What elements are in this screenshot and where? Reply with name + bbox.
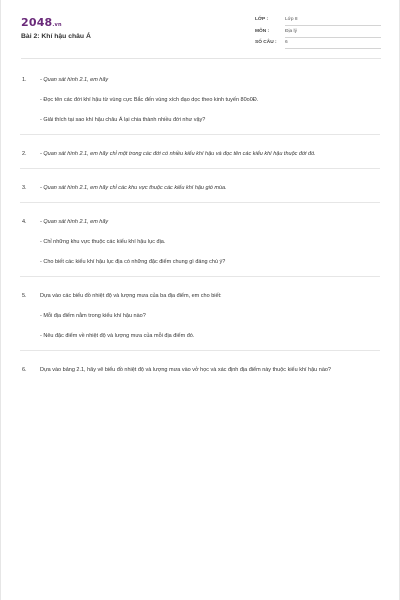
question-divider — [20, 134, 380, 135]
question-divider — [20, 276, 380, 277]
question-text: Dựa vào bảng 2.1, hãy vẽ biểu đồ nhiệt độ và lượng mưa vào vở học và xác định địa điểm này thuộc kiểu khí hậu nào? — [40, 367, 331, 373]
question-text: - Quan sát hình 2.1, em hãy chỉ một trong các đới có nhiều kiểu khí hậu và đọc tên các kiểu khí hậu thuộc đới đó. — [40, 151, 316, 157]
question-number: 5. — [22, 293, 27, 299]
question-number: 1. — [22, 77, 27, 83]
question-text: - Quan sát hình 2.1, em hãy chỉ các khu vực thuộc các kiểu khí hậu gió mùa. — [40, 185, 227, 191]
question-4 — [22, 218, 378, 266]
question-divider — [20, 202, 380, 203]
site-logo[interactable] — [21, 16, 62, 29]
meta-label-count: SỐ CÂU : — [255, 40, 277, 45]
meta-label-class: LỚP : — [255, 17, 269, 22]
question-sub: - Mỗi địa điểm nằm trong kiểu khí hậu nào? — [40, 313, 146, 319]
question-number: 6. — [22, 367, 27, 373]
question-sub: - Nêu đặc điểm về nhiệt độ và lượng mưa của mỗi địa điểm đó. — [40, 333, 195, 339]
meta-row-count — [255, 39, 381, 51]
question-text: Dựa vào các biểu đồ nhiệt độ và lượng mưa của ba địa điểm, em cho biết: — [40, 293, 222, 299]
worksheet-header — [21, 14, 381, 62]
question-sub: - Cho biết các kiểu khí hậu lục địa có những đặc điểm chung gì đáng chú ý? — [40, 259, 226, 265]
question-divider — [20, 168, 380, 169]
question-sub: - Chỉ những khu vực thuộc các kiểu khí hậu lục địa. — [40, 239, 166, 245]
question-divider — [20, 350, 380, 351]
question-text: - Quan sát hình 2.1, em hãy — [40, 77, 109, 83]
question-list — [22, 76, 378, 374]
meta-info — [255, 16, 381, 51]
question-number: 2. — [22, 151, 27, 157]
meta-value-class: Lớp 8 — [285, 17, 381, 26]
logo-suffix: .vn — [52, 22, 62, 28]
question-1 — [22, 76, 378, 124]
meta-value-subject: Địa lý — [285, 29, 381, 38]
header-divider — [21, 58, 381, 59]
question-sub: - Đọc tên các đới khí hậu từ vùng cực Bắc đến vùng xích đạo dọc theo kinh tuyến 80o0Đ. — [40, 97, 259, 103]
question-number: 3. — [22, 185, 27, 191]
question-number: 4. — [22, 219, 27, 225]
meta-row-subject — [255, 28, 381, 40]
question-2 — [22, 150, 378, 158]
lesson-title: Bài 2: Khí hậu châu Á — [21, 33, 91, 40]
meta-row-class — [255, 16, 381, 28]
meta-value-count: 6 — [285, 40, 381, 49]
meta-label-subject: MÔN : — [255, 28, 270, 34]
logo-main: 2048 — [21, 16, 53, 29]
question-6 — [22, 366, 378, 374]
question-3 — [22, 184, 378, 192]
question-sub: - Giải thích tại sao khí hậu châu Á lại chia thành nhiều đới như vậy? — [40, 117, 206, 123]
question-5 — [22, 292, 378, 340]
question-text: - Quan sát hình 2.1, em hãy — [40, 219, 109, 225]
